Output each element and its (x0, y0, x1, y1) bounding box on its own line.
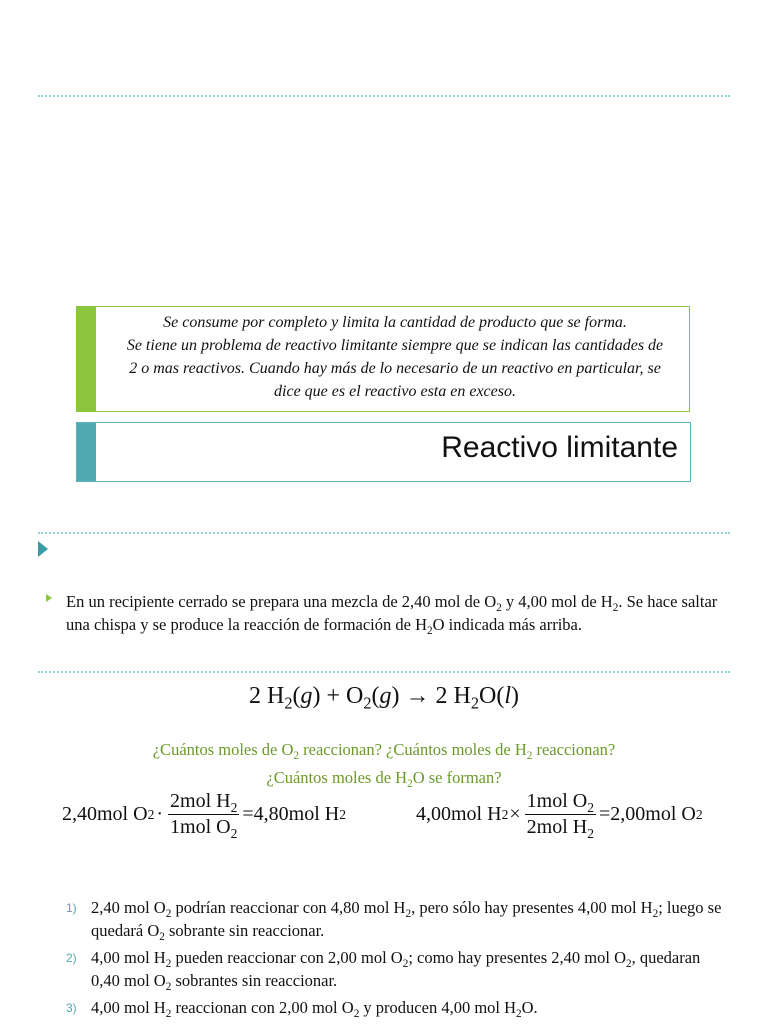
question-line-2: ¿Cuántos moles de $H_2O$ se forman? (266, 768, 502, 790)
fraction-1: $\frac{2mol H_2}{1mol O_2}$ (170, 790, 238, 841)
bullet-arrow-icon (46, 594, 52, 602)
list-item: 3) 4,00 mol $H_2$ reaccionan con 2,00 mol $O_2$ y producen 4,00 mol $H_2O$. (66, 998, 538, 1020)
definition-line-1: Se consume por completo y limita la cantidad de producto que se forma. (163, 314, 627, 331)
conclusion-list (66, 896, 726, 1023)
question-line-1: ¿Cuántos moles de $O_2$ reaccionan? ¿Cuántos moles de $H_2$ reaccionan? (152, 740, 616, 762)
problem-statement: En un recipiente cerrado se prepara una mezcla de 2,40 mol de $O_2$ y 4,00 mol de $H_2$. Se hace saltar una chispa y se produce la reacción de formación de $H_2O$ indicada más arriba. (66, 592, 718, 637)
calculation-1: 2,40mol O 2 · $\frac{2mol H_2}{1mol O_2}$ =4,80mol H 2 (62, 790, 347, 841)
title-box (76, 422, 691, 482)
definition-box (76, 306, 690, 412)
list-item: 1) 2,40 mol $O_2$ podrían reaccionar con 4,80 mol $H_2$, pero sólo hay presentes 4,00 mol $H_2$; luego se quedará $O_2$ sobrante sin reaccionar. (66, 898, 722, 943)
top-divider (38, 95, 730, 97)
definition-text (125, 311, 665, 403)
slide-title: Reactivo limitante (441, 431, 678, 464)
definition-line-2: Se tiene un problema de reactivo limitante siempre que se indican las cantidades de 2 o mas reactivos. Cuando hay más de lo necesario de un reactivo en particular, se dice que es el reactivo esta en exceso. (126, 337, 664, 400)
lower-divider (38, 671, 730, 673)
play-triangle-icon (38, 541, 48, 557)
list-item: 2) 4,00 mol $H_2$ pueden reaccionar con 2,00 mol $O_2$; como hay presentes 2,40 mol $O_2$, quedaran 0,40 mol $O_2$ sobrantes sin reaccionar. (66, 948, 701, 993)
middle-divider (38, 532, 730, 534)
green-accent-bar (77, 307, 96, 411)
chemical-equation: 2 $H_2(g) + O_2(g) \to 2$ $H_2O(l)$ (249, 683, 519, 713)
fraction-2: $\frac{1mol O_2}{2mol H_2}$ (526, 790, 594, 841)
calculation-2: 4,00mol H 2 × $\frac{1mol O_2}{2mol H_2}$ =2,00mol O 2 (416, 790, 703, 841)
teal-accent-bar (77, 423, 96, 481)
